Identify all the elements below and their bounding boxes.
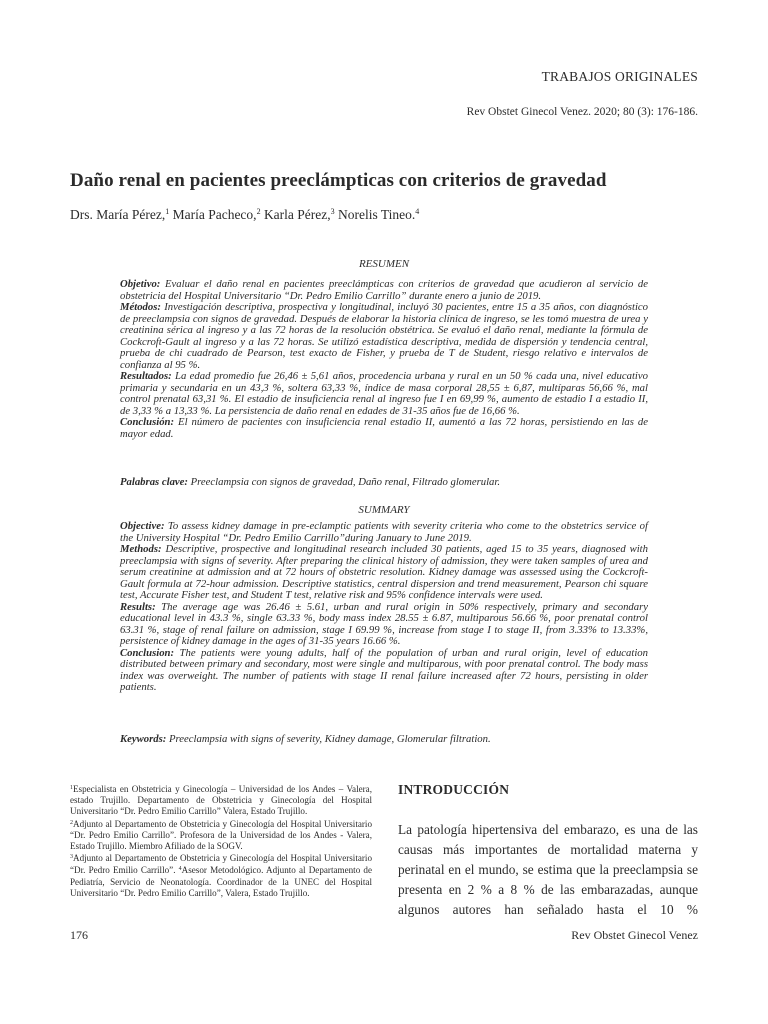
author-name: María Pérez, [96,207,166,222]
text: El número de pacientes con insuficiencia renal estadio II, aumentó a las 72 horas, persistiendo en las de mayor edad. [120,416,648,440]
footnote-text: Adjunto al Departamento de Obstetricia y Ginecología del Hospital Universitario “Dr. Pedro Emilio Carrillo”. [70,853,372,876]
resumen-objetivo [120,279,648,302]
resumen-heading: RESUMEN [358,258,410,270]
footnote-text: Adjunto al Departamento de Obstetricia y Ginecología del Hospital Universitario “Dr. Pedro Emilio Carrillo”. Profesora de la Universidad de los Andes - Valera, Estado Trujillo. Miembro Afiliado de la SOGV. [70,818,372,852]
footnote-mark: 3 [70,854,73,861]
footnote-3-4 [70,852,372,899]
resumen-resultados [120,371,648,417]
resumen-conclusion [120,417,648,440]
footnote-text: Asesor Metodológico. Adjunto al Departamento de Pediatría, Servicio de Neonatología. Coordinador de la UNEC del Hospital Universitario “Dr. Pedro Emilio Carrillo”, Valera, Estado Trujillo. [70,865,372,898]
label: Conclusión: [120,416,175,428]
footnote-text: Especialista en Obstetricia y Ginecología – Universidad de los Andes – Valera, estado Trujillo. Departamento de Obstetricia y Ginecología del Hospital Universitario “Dr. Pedro Emilio Carrillo” Valera, Estado Trujillo. [70,784,372,817]
journal-citation: Rev Obstet Ginecol Venez. 2020; 80 (3): 176-186. [466,106,698,118]
footnote-mark: 2 [70,819,73,826]
text: Preeclampsia con signos de gravedad, Daño renal, Filtrado glomerular. [187,476,501,488]
author-affiliation-mark: 1 [165,207,170,216]
text: The patients were young adults, half of the population of urban and rural origin, level of education distributed between primary and secondary, most were single and multiparous, with poor prenatal control. The body mass index was overweight. The number of patients with stage II renal failure increased after 72 hours, persisting in older patients. [120,646,648,693]
label: Objetivo: [120,278,161,290]
text: Descriptive, prospective and longitudinal research included 30 patients, aged 15 to 35 years, diagnosed with preeclampsia with signs of severity. After preparing the clinical history of admission, they were taken samples of urea and serum creatinine at admission and at 72 hours of obstetric resolution. Kidney damage was assessed using the Cockcroft-Gault formula at 72-hour admission. Descriptive statistics, central dispersion and trend measurement, Pearson chi square test, Accurate Fisher test, and Student T test, relative risk and 95% confidence intervals were used. [120,543,648,601]
summary-methods [120,544,648,602]
keywords-line [120,734,648,746]
summary-heading: SUMMARY [358,504,410,516]
resumen-metodos [120,302,648,371]
author-affiliation-mark: 3 [330,207,335,216]
affiliation-footnotes [70,783,372,899]
author-name: Norelis Tineo. [338,207,416,222]
text: To assess kidney damage in pre-eclamptic patients with severity criteria who come to the obstetrics service of the University Hospital “Dr. Pedro Emilio Carrillo”during January to June 2019. [120,520,648,544]
label: Resultados: [120,370,172,382]
author-list [70,207,419,223]
article-title: Daño renal en pacientes preeclámpticas con criterios de gravedad [70,170,607,191]
label: Palabras clave: [120,476,188,488]
label: Métodos: [120,301,161,313]
keywords-line [120,477,648,489]
text: The average age was 26.46 ± 5.61, urban and rural origin in 50% respectively, primary and secondary educational level in 43.3 %, single 63.33 %, body mass index 28.55 ± 6.87, multiparous 56.66 %, poor prenatal control 63.31 %, stage of renal failure on admission, stage I 69.99 %, increase from stage I to stage II, from 3.33% to 13.33%, persistence of kidney damage in the ages of 31-35 years 16.66 %. [120,600,648,647]
text: Evaluar el daño renal en pacientes preeclámpticas con criterios de gravedad que acudieron al servicio de obstetricia del Hospital Universitario “Dr. Pedro Emilio Carrillo” durante enero a junio de 2019. [120,278,648,302]
introduction-body: La patología hipertensiva del embarazo, es una de las causas más importantes de mortalidad materna y perinatal en el mundo, se estima que la preeclampsia se presenta en 2 % a 8 % de las embarazadas, aunque algunos autores han señalado hasta el 10 % [398,822,698,917]
summary-objective [120,521,648,544]
author-name: Karla Pérez, [263,207,331,222]
label: Keywords: [120,733,167,745]
author-name: María Pacheco, [172,207,257,222]
footnote-mark: 4 [178,866,182,873]
keywords [120,734,648,746]
page-number: 176 [70,928,88,942]
summary-results [120,602,648,648]
section-label: TRABAJOS ORIGINALES [541,69,698,84]
author-prefix: Drs. [70,207,97,222]
footnote-mark: 1 [70,785,73,791]
summary-conclusion [120,648,648,694]
text: La edad promedio fue 26,46 ± 5,61 años, procedencia urbana y rural en un 50 % cada una, nivel educativo primaria y secundaria en un 43,3 %, soltera 63,33 %, índice de masa corporal 28,55 ± 6,87, multíparas 56,66 %, mal control prenatal 63,31 %. El estadio de insuficiencia renal al ingreso fue I en 69,99 %, aumento de estadio I a estadio II, de 3,33 % a 13,33 %. La persistencia de daño renal en edades de 31-35 años fue de 16,66 %. [120,370,648,417]
label: Objective: [120,520,165,532]
author-affiliation-mark: 2 [256,207,261,216]
author-affiliation-mark: 4 [415,207,420,216]
text: Investigación descriptiva, prospectiva y longitudinal, incluyó 30 pacientes, entre 15 a 35 años, con diagnóstico de preeclampsia con signos de gravedad. Después de elaborar la historia clínica de ingreso, se les tomó muestra de urea y creatinina sérica al ingreso y a las 72 horas de la resolución obstétrica. Se evaluó el daño renal, mediante la fórmula de Cockcroft-Gault al ingreso y a las 72 horas. Se utilizó estadística descriptiva, medida de dispersión y tendencia central, prueba de chi cuadrado de Pearson, test exacto de Fisher, y prueba de T de Student, riesgo relativo e intervalos de confianza al 95 %. [120,301,648,371]
text: Preeclampsia with signs of severity, Kidney damage, Glomerular filtration. [166,733,491,745]
resumen-body [120,279,648,440]
introduction-heading: INTRODUCCIÓN [398,782,510,797]
label: Results: [120,600,156,613]
footnote-1 [70,783,372,818]
summary-body [120,521,648,694]
footnote-2 [70,818,372,853]
label: Conclusion: [120,646,175,659]
label: Methods: [120,543,162,555]
running-footer: Rev Obstet Ginecol Venez [571,928,698,942]
palabras-clave [120,477,648,489]
